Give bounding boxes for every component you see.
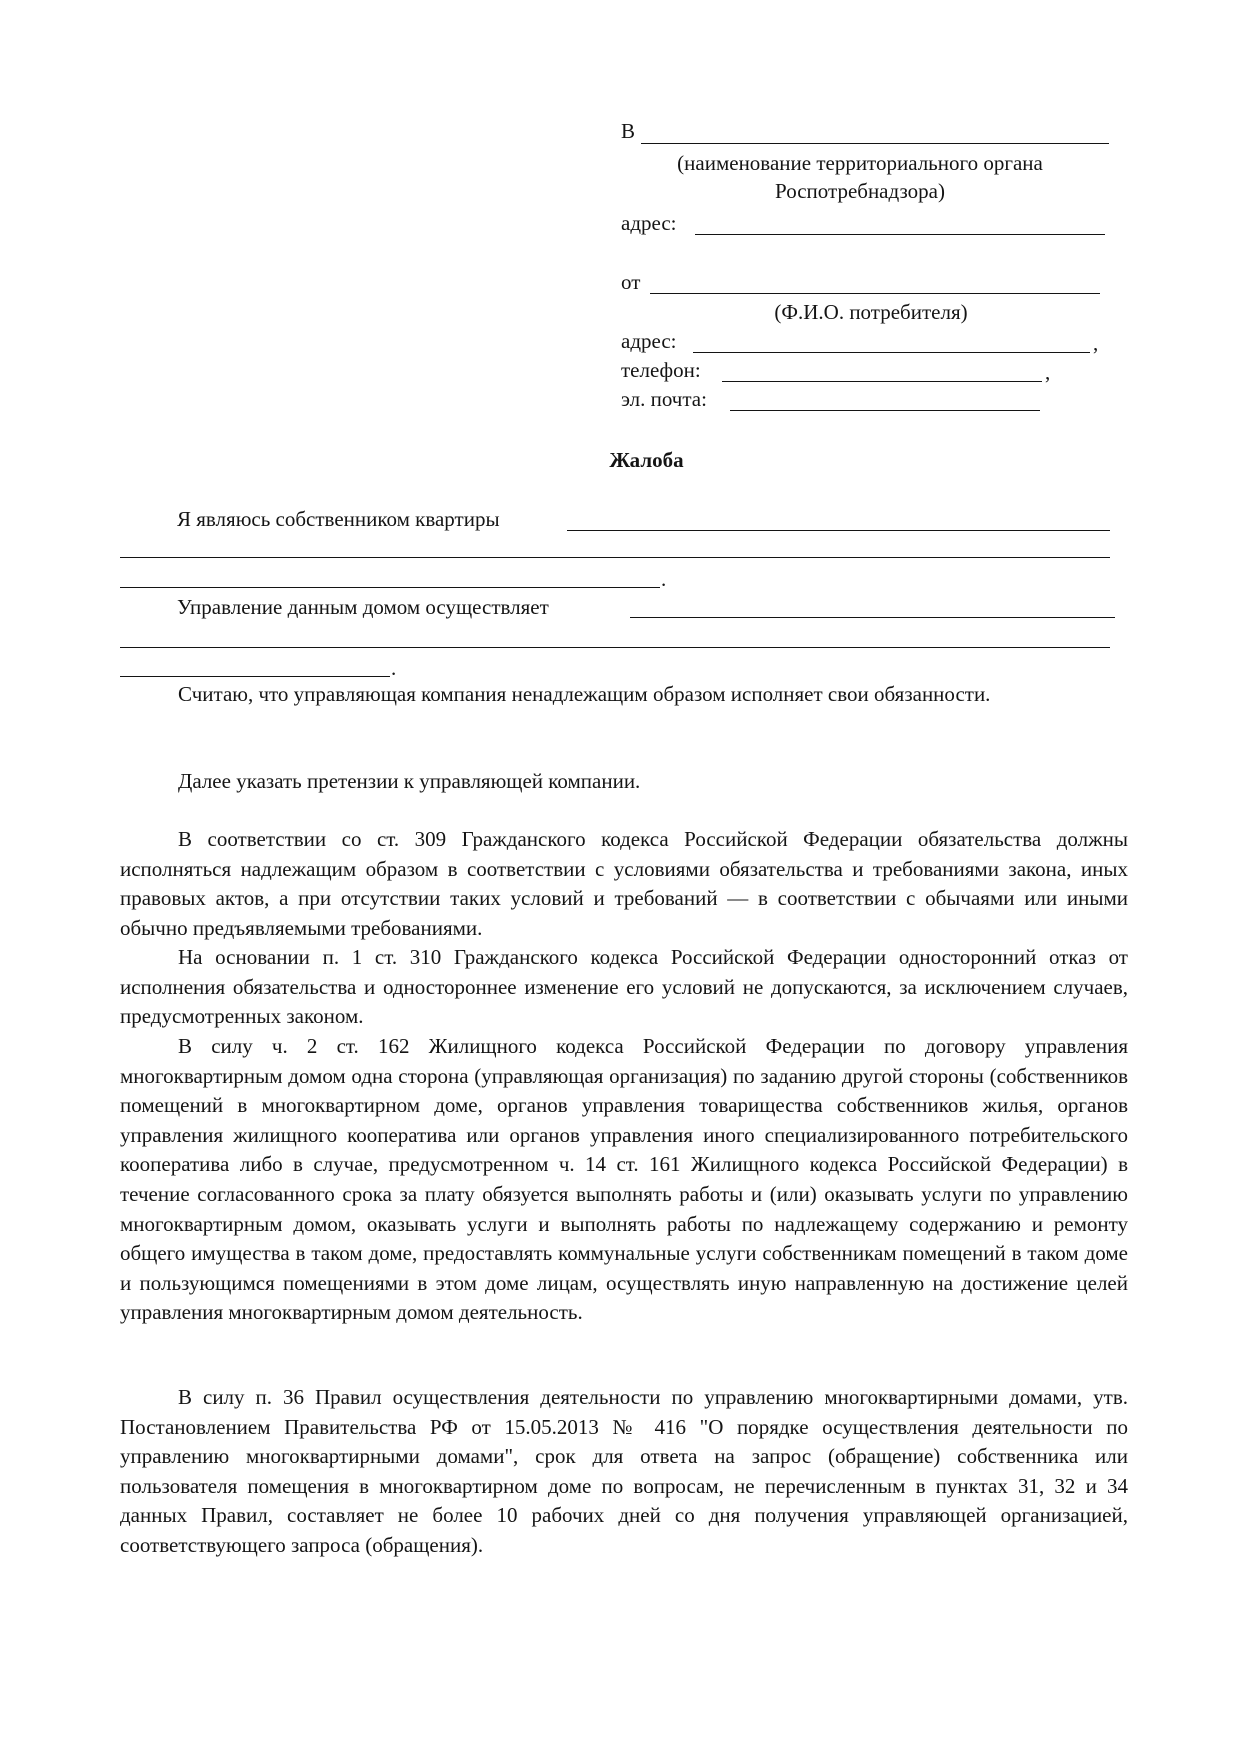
paragraph-3-text: В соответствии со ст. 309 Гражданского кодекса Российской Федерации обязательства должны исполняться надлежащим образом в соответствии с условиями обязательства и требованиями закона, иных правовых актов, а при отсутствии таких условий и требований — в соответствии с обычаями или иными обычно предъявляемыми требованиями. [120,827,1128,940]
management-blank-line-1[interactable] [630,617,1115,618]
from-address-label: адрес: [621,329,677,353]
owner-period: . [661,567,667,591]
management-period: . [391,656,397,680]
document-title: Жалоба [609,448,684,472]
phone-comma: , [1045,360,1051,384]
management-text: Управление данным домом осуществляет [177,595,549,619]
paragraph-2-text: Далее указать претензии к управляющей компании. [178,769,641,793]
phone-blank-line[interactable] [722,381,1042,382]
paragraph-1 [120,680,1128,710]
paragraph-3 [120,825,1128,943]
from-blank-line[interactable] [650,293,1100,294]
email-blank-line[interactable] [730,410,1040,411]
to-address-blank-line[interactable] [695,234,1105,235]
to-blank-line[interactable] [641,143,1109,144]
owner-blank-line-1[interactable] [567,530,1110,531]
owner-blank-line-2[interactable] [120,557,1110,558]
from-address-comma: , [1093,331,1099,355]
management-blank-line-2[interactable] [120,647,1110,648]
paragraph-2 [120,767,1128,797]
from-caption: (Ф.И.О. потребителя) [774,300,968,324]
to-caption: (наименование территориального органа Роспотребнадзора) [677,151,1043,203]
paragraph-5-text: В силу ч. 2 ст. 162 Жилищного кодекса Российской Федерации по договору управления многоквартирным домом одна сторона (управляющая организация) по заданию другой стороны (собственников помещений в многоквартирном доме, органов управления товарищества собственников жилья, органов управления жилищного кооператива или органов управления иного специализированного потребительского кооператива либо в случае, предусмотренном ч. 14 ст. 161 Жилищного кодекса Российской Федерации) в течение согласованного срока за плату обязуется выполнять работы и (или) оказывать услуги по управлению многоквартирным домом, оказывать услуги и выполнять работы по надлежащему содержанию и ремонту общего имущества в таком доме, предоставлять коммунальные услуги собственникам помещений в таком доме и пользующимся помещениями в этом доме лицам, осуществлять иную направленную на достижение целей управления многоквартирным домом деятельность. [120,1034,1128,1325]
paragraph-4 [120,943,1128,1032]
owner-text: Я являюсь собственником квартиры [177,507,500,531]
paragraph-6-text: В силу п. 36 Правил осуществления деятельности по управлению многоквартирными домами, утв. Постановлением Правительства РФ от 15.05.2013 № 416 "О порядке осуществления деятельности по управлению многоквартирными домами", срок для ответа на запрос (обращение) собственника или пользователя помещения в многоквартирном доме по вопросам, не перечисленным в пунктах 31, 32 и 34 данных Правил, составляет не более 10 рабочих дней со дня получения управляющей организацией, соответствующего запроса (обращения). [120,1385,1128,1557]
paragraph-6 [120,1383,1128,1561]
management-blank-line-3[interactable] [120,676,390,677]
paragraph-4-text: На основании п. 1 ст. 310 Гражданского кодекса Российской Федерации односторонний отказ от исполнения обязательства и одностороннее изменение его условий не допускаются, за исключением случаев, предусмотренных законом. [120,945,1128,1029]
paragraph-1-text: Считаю, что управляющая компания ненадлежащим образом исполняет свои обязанности. [178,682,991,706]
phone-label: телефон: [621,358,701,382]
email-label: эл. почта: [621,387,707,411]
paragraph-5 [120,1032,1128,1328]
to-prefix: В [621,119,636,143]
to-address-label: адрес: [621,211,677,235]
from-address-blank-line[interactable] [693,352,1090,353]
from-prefix: от [621,270,641,294]
owner-blank-line-3[interactable] [120,587,660,588]
